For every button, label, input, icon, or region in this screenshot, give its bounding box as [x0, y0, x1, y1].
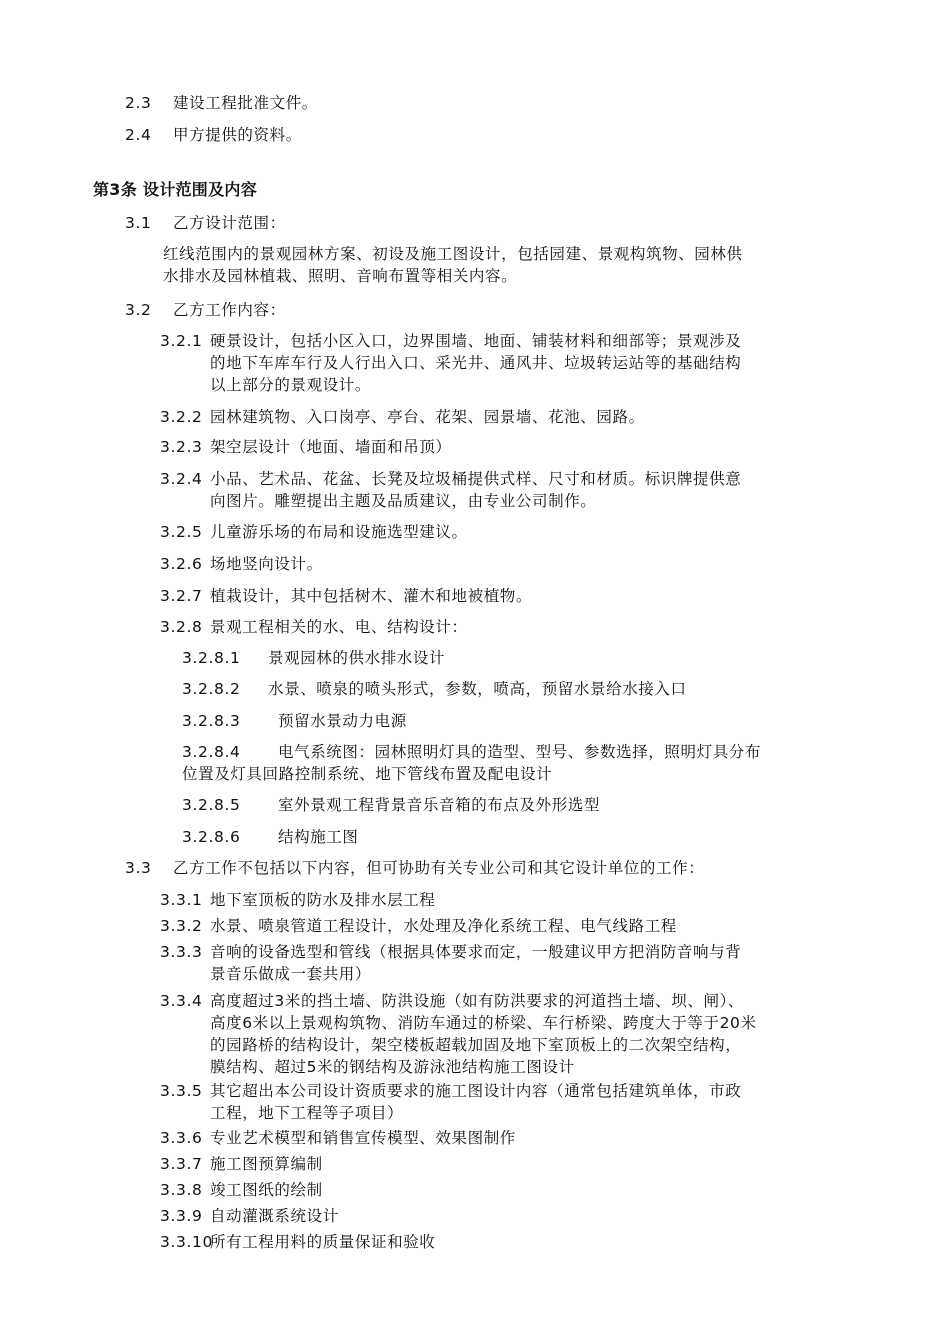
- section-title: 乙方设计范围：: [173, 214, 286, 232]
- item-text: 甲方提供的资料。: [173, 126, 302, 144]
- item-text: 植栽设计，其中包括树木、灌木和地被植物。: [210, 587, 533, 605]
- item-text: 儿童游乐场的布局和设施选型建议。: [210, 523, 468, 541]
- item-3-2-8-3: [182, 711, 407, 731]
- item-text: 地下室顶板的防水及排水层工程: [210, 891, 436, 909]
- item-text: 建设工程批准文件。: [173, 94, 318, 112]
- section-3-1-body-line: 红线范围内的景观园林方案、初设及施工图设计，包括园建、景观构筑物、园林供: [163, 245, 743, 263]
- item-3-3-6: [160, 1128, 516, 1148]
- item-text: 室外景观工程背景音乐音箱的布点及外形选型: [278, 796, 601, 814]
- item-3-2-8-1: [182, 648, 445, 668]
- item-number: 3.2.6: [160, 555, 203, 573]
- item-3-2-8-2: [182, 679, 687, 699]
- item-text: 小品、艺术品、花盆、长凳及垃圾桶提供式样、尺寸和材质。标识牌提供意: [210, 470, 742, 488]
- item-3-2-6: [160, 554, 323, 574]
- item-number: 3.2.8.5: [182, 796, 241, 814]
- item-number: 3.2.8.6: [182, 828, 241, 846]
- item-3-3-9: [160, 1206, 339, 1226]
- item-number: 2.4: [125, 126, 152, 144]
- item-text-continued: 工程，地下工程等子项目）: [210, 1104, 404, 1122]
- article-3-heading: 第3条 设计范围及内容: [93, 180, 258, 199]
- item-text: 所有工程用料的质量保证和验收: [210, 1233, 436, 1251]
- item-number: 3.3.4: [160, 992, 203, 1010]
- item-number: 3.2.2: [160, 408, 203, 426]
- item-number: 3.3.3: [160, 943, 203, 961]
- item-text-continued: 膜结构、超过5米的钢结构及游泳池结构施工图设计: [210, 1058, 575, 1076]
- item-text: 结构施工图: [278, 828, 359, 846]
- item-text: 高度超过3米的挡土墙、防洪设施（如有防洪要求的河道挡土墙、坝、闸）、: [210, 992, 745, 1010]
- item-text: 架空层设计（地面、墙面和吊顶）: [210, 438, 452, 456]
- item-text: 施工图预算编制: [210, 1155, 323, 1173]
- item-3-2-8-5: [182, 795, 600, 815]
- item-text: 园林建筑物、入口岗亭、亭台、花架、园景墙、花池、园路。: [210, 408, 645, 426]
- item-number: 3.3.2: [160, 917, 203, 935]
- item-3-3-8: [160, 1180, 323, 1200]
- item-text-continued: 位置及灯具回路控制系统、地下管线布置及配电设计: [182, 765, 553, 783]
- item-text-continued: 的地下车库车行及人行出入口、采光井、通风井、垃圾转运站等的基础结构: [210, 354, 742, 372]
- item-text-continued: 的园路桥的结构设计，架空楼板超载加固及地下室顶板上的二次架空结构，: [210, 1036, 742, 1054]
- item-number: 3.2.8.4: [182, 743, 241, 761]
- item-number: 2.3: [125, 94, 152, 112]
- item-3-2-8-6: [182, 827, 359, 847]
- item-text: 其它超出本公司设计资质要求的施工图设计内容（通常包括建筑单体，市政: [210, 1082, 742, 1100]
- item-text: 景观园林的供水排水设计: [268, 649, 446, 667]
- item-text: 音响的设备选型和管线（根据具体要求而定，一般建议甲方把消防音响与背: [210, 943, 742, 961]
- item-number: 3.3.9: [160, 1207, 203, 1225]
- item-text: 预留水景动力电源: [278, 712, 407, 730]
- item-number: 3.2.5: [160, 523, 203, 541]
- item-text: 竣工图纸的绘制: [210, 1181, 323, 1199]
- item-3-2-2: [160, 407, 645, 427]
- section-3-3: [125, 858, 704, 878]
- item-text-continued: 景音乐做成一套共用）: [210, 965, 372, 983]
- item-3-2-3: [160, 437, 452, 457]
- item-number: 3.2.8.3: [182, 712, 241, 730]
- item-text: 景观工程相关的水、电、结构设计：: [210, 618, 468, 636]
- section-title: 乙方工作内容：: [173, 301, 286, 319]
- item-number: 3.3.5: [160, 1082, 203, 1100]
- item-3-2-8-4: [182, 742, 761, 762]
- item-number: 3.3.8: [160, 1181, 203, 1199]
- item-3-3-1: [160, 890, 435, 910]
- item-number: 3.2.8.1: [182, 649, 241, 667]
- section-3-1: [125, 213, 286, 233]
- item-3-3-10: [160, 1232, 435, 1252]
- item-text: 水景、喷泉的喷头形式，参数，喷高，预留水景给水接入口: [268, 680, 687, 698]
- item-text-continued: 以上部分的景观设计。: [210, 376, 372, 394]
- item-3-2-1: [160, 331, 741, 351]
- item-text: 场地竖向设计。: [210, 555, 323, 573]
- item-3-2-5: [160, 522, 468, 542]
- item-number: 3.2.8.2: [182, 680, 241, 698]
- item-2-3: [125, 93, 318, 113]
- item-number: 3.3.10: [160, 1233, 213, 1251]
- item-3-3-7: [160, 1154, 323, 1174]
- item-number: 3.2.3: [160, 438, 203, 456]
- item-number: 3.3.7: [160, 1155, 203, 1173]
- item-3-3-4: [160, 991, 744, 1011]
- item-3-3-3: [160, 942, 741, 962]
- item-text: 专业艺术模型和销售宣传模型、效果图制作: [210, 1129, 516, 1147]
- item-number: 3.3.6: [160, 1129, 203, 1147]
- section-title: 乙方工作不包括以下内容，但可协助有关专业公司和其它设计单位的工作：: [173, 859, 705, 877]
- item-3-3-2: [160, 916, 677, 936]
- item-number: 3.2.7: [160, 587, 203, 605]
- item-number: 3.2.8: [160, 618, 203, 636]
- item-3-2-4: [160, 469, 741, 489]
- item-text-continued: 高度6米以上景观构筑物、消防车通过的桥梁、车行桥梁、跨度大于等于20米: [210, 1014, 757, 1032]
- section-number: 3.1: [125, 214, 152, 232]
- item-text: 硬景设计，包括小区入口，边界围墙、地面、铺装材料和细部等；景观涉及: [210, 332, 742, 350]
- section-number: 3.3: [125, 859, 152, 877]
- item-3-2-7: [160, 586, 532, 606]
- item-3-2-8: [160, 617, 468, 637]
- item-text: 自动灌溉系统设计: [210, 1207, 339, 1225]
- item-number: 3.2.4: [160, 470, 203, 488]
- section-3-2: [125, 300, 286, 320]
- item-text: 水景、喷泉管道工程设计，水处理及净化系统工程、电气线路工程: [210, 917, 677, 935]
- item-text: 电气系统图：园林照明灯具的造型、型号、参数选择，照明灯具分布: [278, 743, 762, 761]
- item-2-4: [125, 125, 302, 145]
- item-text-continued: 向图片。雕塑提出主题及品质建议，由专业公司制作。: [210, 492, 597, 510]
- item-number: 3.3.1: [160, 891, 203, 909]
- section-number: 3.2: [125, 301, 152, 319]
- section-3-1-body-line: 水排水及园林植栽、照明、音响布置等相关内容。: [163, 267, 518, 285]
- item-3-3-5: [160, 1081, 741, 1101]
- item-number: 3.2.1: [160, 332, 203, 350]
